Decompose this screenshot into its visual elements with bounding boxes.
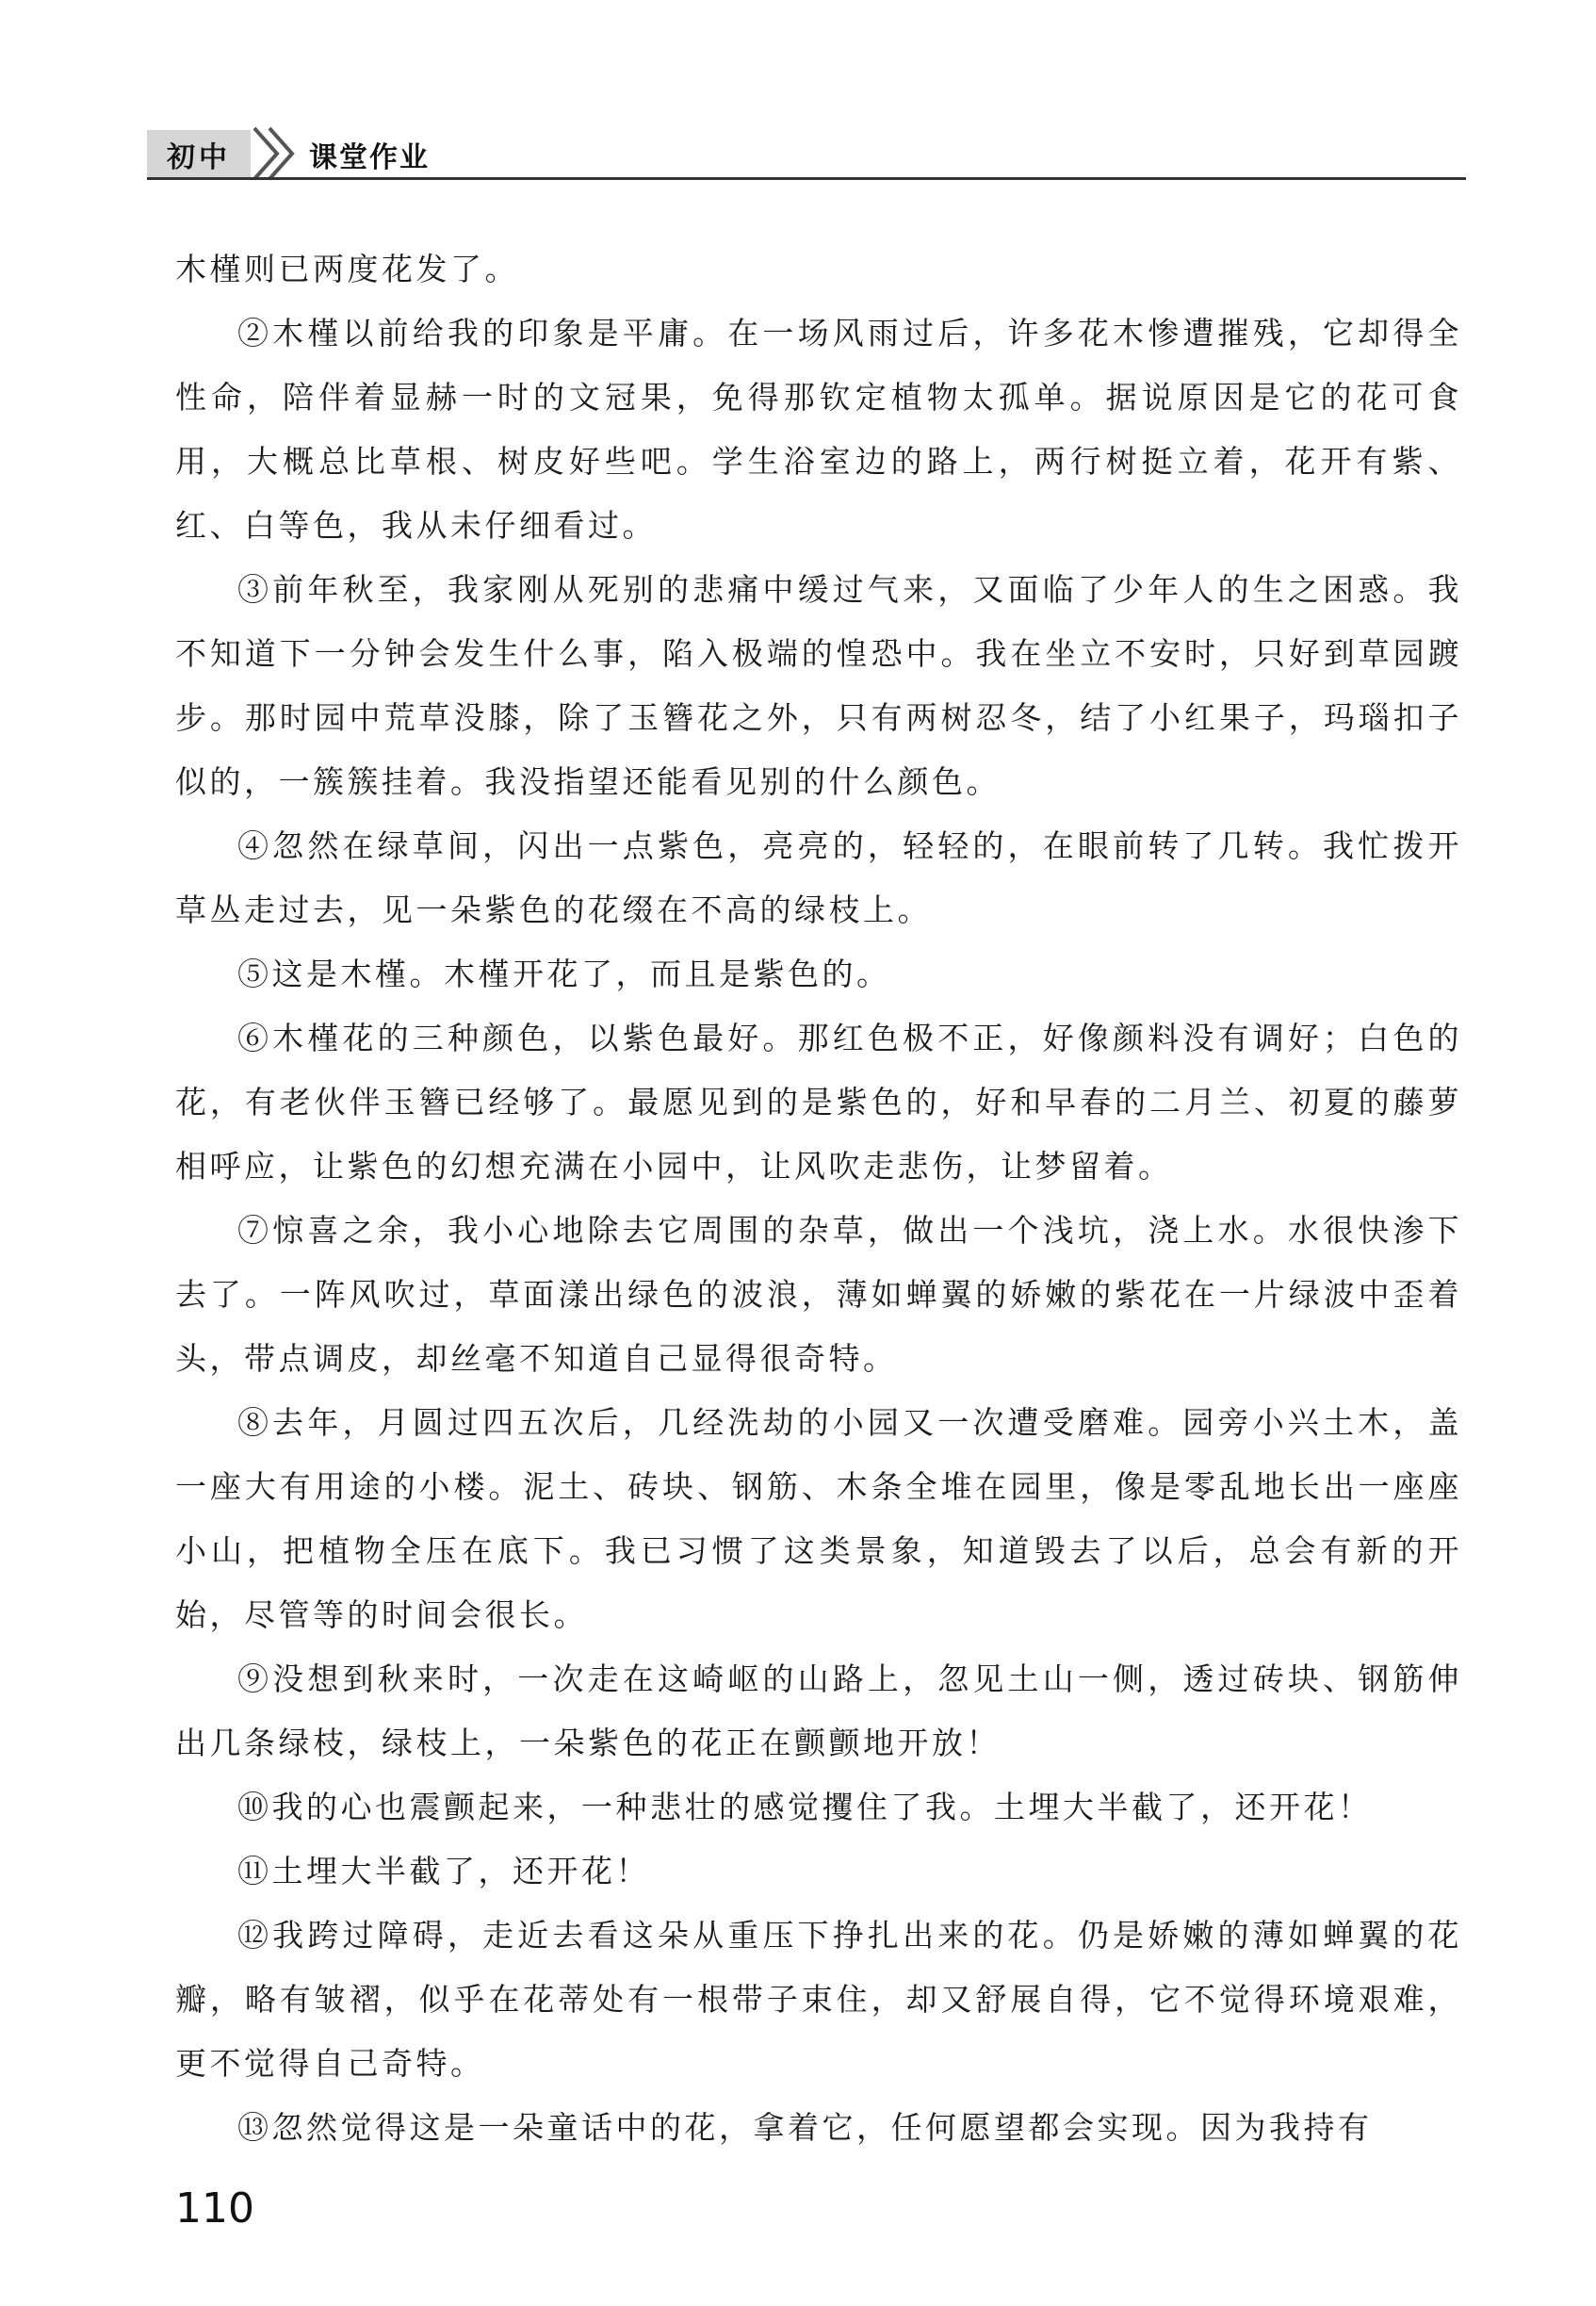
paragraph-7: ⑦惊喜之余，我小心地除去它周围的杂草，做出一个浅坑，浇上水。水很快渗下去了。一阵风吹过，草面漾出绿色的波浪，薄如蝉翼的娇嫩的紫花在一片绿波中歪着头，带点调皮，却丝毫不知道自己显得很奇特。 <box>175 1212 1462 1377</box>
paragraph-2: ②木槿以前给我的印象是平庸。在一场风雨过后，许多花木惨遭摧残，它却得全性命，陪伴着显赫一时的文冠果，免得那钦定植物太孤单。据说原因是它的花可食用，大概总比草根、树皮好些吧。学生浴室边的路上，两行树挺立着，花开有紫、红、白等色，我从未仔细看过。 <box>175 315 1462 544</box>
article-body <box>175 237 1462 2160</box>
paragraph-10: ⑩我的心也震颤起来，一种悲壮的感觉攫住了我。土埋大半截了，还开花！ <box>237 1789 1373 1825</box>
paragraph-1: 木槿则已两度花发了。 <box>175 251 519 287</box>
section-title: 课堂作业 <box>309 141 430 174</box>
paragraph-4: ④忽然在绿草间，闪出一点紫色，亮亮的，轻轻的，在眼前转了几转。我忙拨开草丛走过去，见一朵紫色的花缀在不高的绿枝上。 <box>175 827 1462 928</box>
paragraph-12: ⑫我跨过障碍，走近去看这朵从重压下挣扎出来的花。仍是娇嫩的薄如蝉翼的花瓣，略有皱褶，似乎在花蒂处有一根带子束住，却又舒展自得，它不觉得环境艰难，更不觉得自己奇特。 <box>175 1917 1462 2082</box>
page-header <box>147 130 1466 179</box>
paragraph-13: ⑬忽然觉得这是一朵童话中的花，拿着它，任何愿望都会实现。因为我持有 <box>237 2109 1373 2146</box>
paragraph-6: ⑥木槿花的三种颜色，以紫色最好。那红色极不正，好像颜料没有调好；白色的花，有老伙伴玉簪已经够了。最愿见到的是紫色的，好和早春的二月兰、初夏的藤萝相呼应，让紫色的幻想充满在小园中，让风吹走悲伤，让梦留着。 <box>175 1020 1462 1185</box>
double-chevron-icon <box>249 123 315 185</box>
paragraph-8: ⑧去年，月圆过四五次后，几经洗劫的小园又一次遭受磨难。园旁小兴土木，盖一座大有用途的小楼。泥土、砖块、钢筋、木条全堆在园里，像是零乱地长出一座座小山，把植物全压在底下。我已习惯了这类景象，知道毁去了以后，总会有新的开始，尽管等的时间会很长。 <box>175 1404 1462 1633</box>
level-badge: 初中 <box>147 130 251 179</box>
paragraph-5: ⑤这是木槿。木槿开花了，而且是紫色的。 <box>237 956 891 992</box>
paragraph-11: ⑪土埋大半截了，还开花！ <box>237 1853 650 1889</box>
paragraph-9: ⑨没想到秋来时，一次走在这崎岖的山路上，忽见土山一侧，透过砖块、钢筋伸出几条绿枝，绿枝上，一朵紫色的花正在颤颤地开放！ <box>175 1660 1462 1761</box>
header-divider <box>147 177 1466 180</box>
paragraph-3: ③前年秋至，我家刚从死别的悲痛中缓过气来，又面临了少年人的生之困惑。我不知道下一分钟会发生什么事，陷入极端的惶恐中。我在坐立不安时，只好到草园踱步。那时园中荒草没膝，除了玉簪花之外，只有两树忍冬，结了小红果子，玛瑙扣子似的，一簇簇挂着。我没指望还能看见别的什么颜色。 <box>175 571 1462 800</box>
page-number: 110 <box>175 2184 254 2232</box>
